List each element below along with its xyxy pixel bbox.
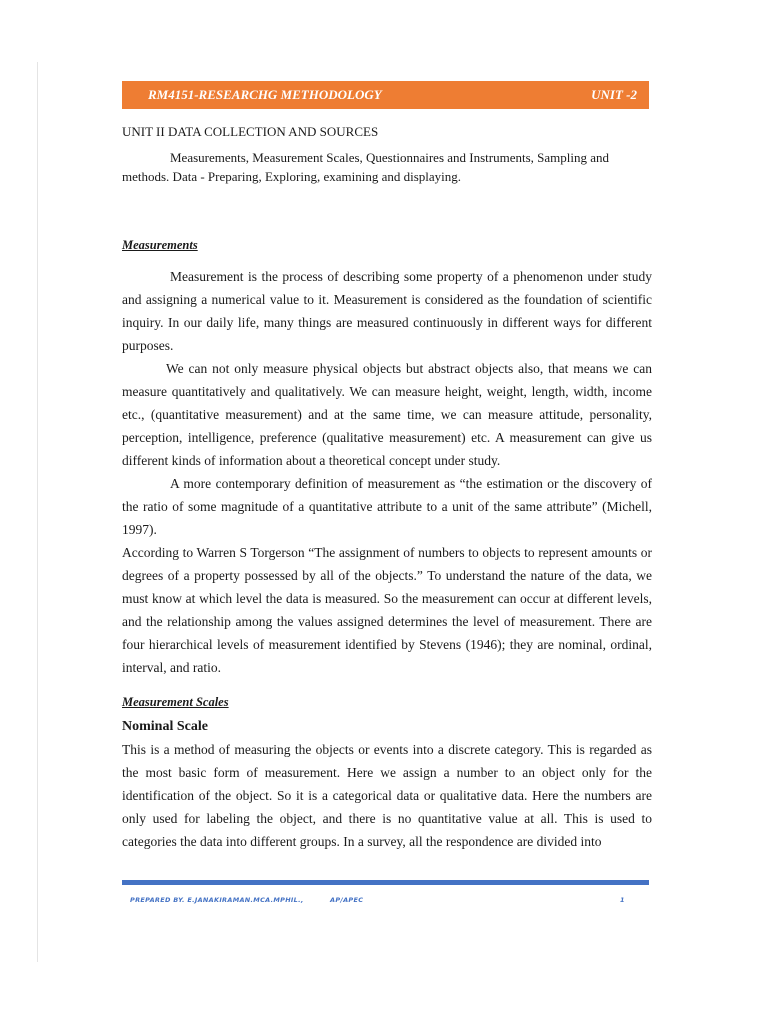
nominal-scale-heading: Nominal Scale bbox=[122, 719, 208, 734]
footer-prepared-by: PREPARED BY. E.JANAKIRAMAN.MCA.MPHIL., bbox=[130, 896, 304, 904]
document-body bbox=[122, 122, 652, 853]
section-heading-measurements: Measurements bbox=[122, 238, 198, 252]
measurements-paragraph-4: According to Warren S Torgerson “The assignment of numbers to objects to represent amounts or degrees of a property possessed by all of the objects.” To understand the nature of the data, we must know at which level the data is measured. So the measurement can occur at different levels, and the relationship among the values assigned determines the level of measurement. There are four hierarchical levels of measurement identified by Stevens (1946); they are nominal, ordinal, interval, and ratio. bbox=[122, 545, 652, 675]
section-heading-measurement-scales: Measurement Scales bbox=[122, 695, 229, 709]
page-margin-rule bbox=[37, 62, 38, 962]
footer-department: AP/APEC bbox=[330, 896, 364, 904]
footer-bar bbox=[122, 880, 649, 885]
unit-label: UNIT -2 bbox=[591, 87, 637, 102]
unit-title: UNIT II DATA COLLECTION AND SOURCES bbox=[122, 124, 379, 139]
measurements-paragraph-1: Measurement is the process of describing some property of a phenomenon under study and assigning a numerical value to it. Measurement is considered as the foundation of scientific inquiry. In our daily life, many things are measured continuously in different ways for different purposes. bbox=[122, 269, 652, 353]
nominal-scale-paragraph: This is a method of measuring the objects or events into a discrete category. This is regarded as the most basic form of measurement. Here we assign a number to an object only for the identification of the object. So it is a categorical data or qualitative data. Here the numbers are only used for labeling the object, and there is no quantitative value at all. This is used to categories the data into different groups. In a survey, all the respondence are divided into bbox=[122, 742, 652, 849]
course-title: RM4151-RESEARCHG METHODOLOGY bbox=[148, 87, 382, 102]
measurements-paragraph-2: We can not only measure physical objects but abstract objects also, that means we can measure quantitatively and qualitatively. We can measure height, weight, length, width, income etc., (quantitative measurement) and at the same time, we can measure attitude, personality, perception, intelligence, preference (qualitative measurement) etc. A measurement can give us different kinds of information about a theoretical concept under study. bbox=[122, 361, 652, 468]
measurements-paragraph-3: A more contemporary definition of measurement as “the estimation or the discovery of the ratio of some magnitude of a quantitative attribute to a unit of the same attribute” (Michell, 1997). bbox=[122, 476, 652, 537]
header-band bbox=[122, 81, 649, 109]
footer-page-number: 1 bbox=[620, 896, 625, 904]
unit-overview: Measurements, Measurement Scales, Questionnaires and Instruments, Sampling and methods. Data - Preparing, Exploring, examining and displaying. bbox=[122, 150, 610, 184]
